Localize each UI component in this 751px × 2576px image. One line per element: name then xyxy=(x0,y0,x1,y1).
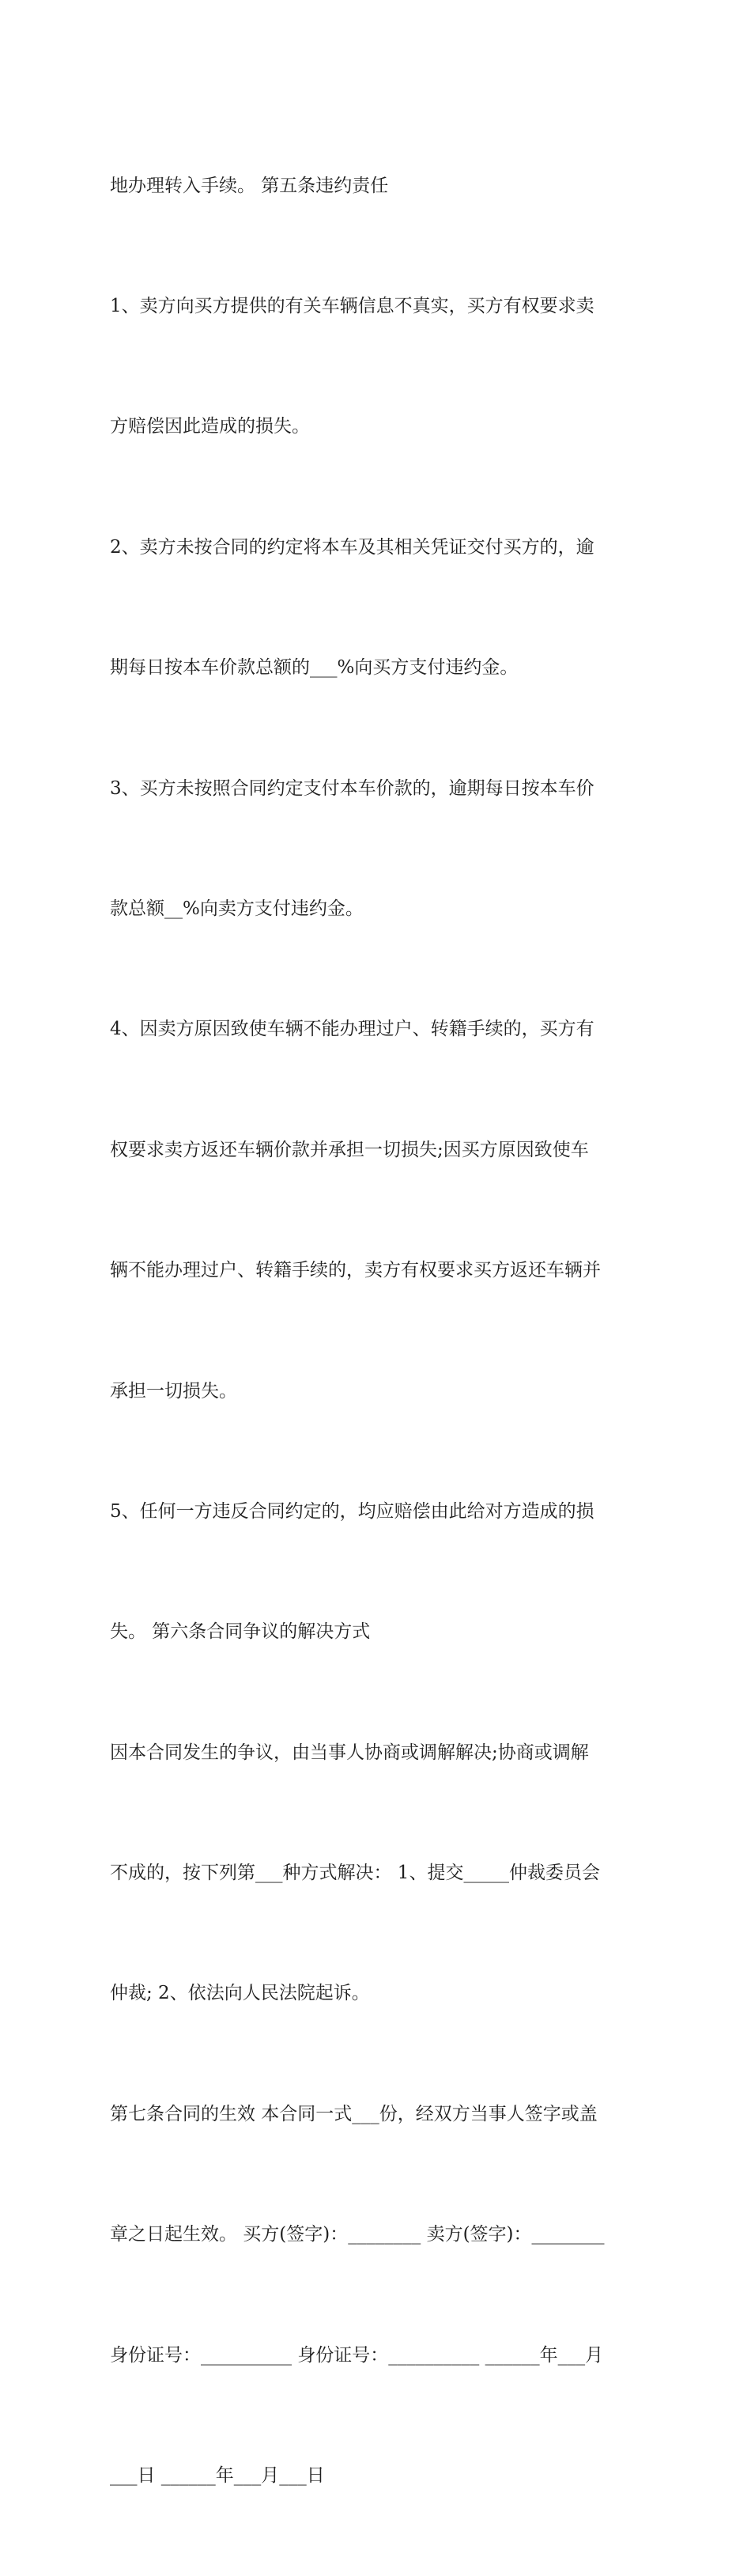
text-line: 不成的，按下列第___种方式解决： 1、提交_____仲裁委员会 xyxy=(110,1863,600,1884)
text-line: 权要求卖方返还车辆价款并承担一切损失;因买方原因致使车 xyxy=(110,1139,589,1160)
text-line: 章之日起生效。 买方(签字)：________ 卖方(签字)：________ xyxy=(110,2224,605,2245)
text-line: 款总额__%向卖方支付违约金。 xyxy=(110,898,364,919)
text-line: 辆不能办理过户、转籍手续的，卖方有权要求买方返还车辆并 xyxy=(110,1260,601,1281)
text-line: 身份证号：__________ 身份证号：__________ ______年___月 xyxy=(110,2344,604,2366)
text-line: 地办理转入手续。 第五条违约责任 xyxy=(110,175,389,196)
text-line: 方赔偿因此造成的损失。 xyxy=(110,416,310,437)
text-line: 仲裁; 2、依法向人民法院起诉。 xyxy=(110,1983,370,2004)
text-line: ___日 ______年___月___日 xyxy=(110,2465,325,2487)
text-line: 第七条合同的生效 本合同一式___份，经双方当事人签字或盖 xyxy=(110,2103,598,2124)
text-line: 4、因卖方原因致使车辆不能办理过户、转籍手续的，买方有 xyxy=(110,1019,594,1040)
text-line: 期每日按本车价款总额的___%向买方支付违约金。 xyxy=(110,657,519,679)
text-line: 1、卖方向买方提供的有关车辆信息不真实，买方有权要求卖 xyxy=(110,295,594,316)
text-line: 因本合同发生的争议，由当事人协商或调解解决;协商或调解 xyxy=(110,1742,589,1763)
contract-text xyxy=(110,85,647,2576)
text-line: 2、卖方未按合同的约定将本车及其相关凭证交付买方的，逾 xyxy=(110,536,594,558)
text-line: 5、任何一方违反合同约定的，均应赔偿由此给对方造成的损 xyxy=(110,1500,594,1522)
text-line: 失。 第六条合同争议的解决方式 xyxy=(110,1621,371,1643)
text-line: 3、买方未按照合同约定支付本车价款的，逾期每日按本车价 xyxy=(110,777,594,799)
text-line: 承担一切损失。 xyxy=(110,1380,237,1401)
